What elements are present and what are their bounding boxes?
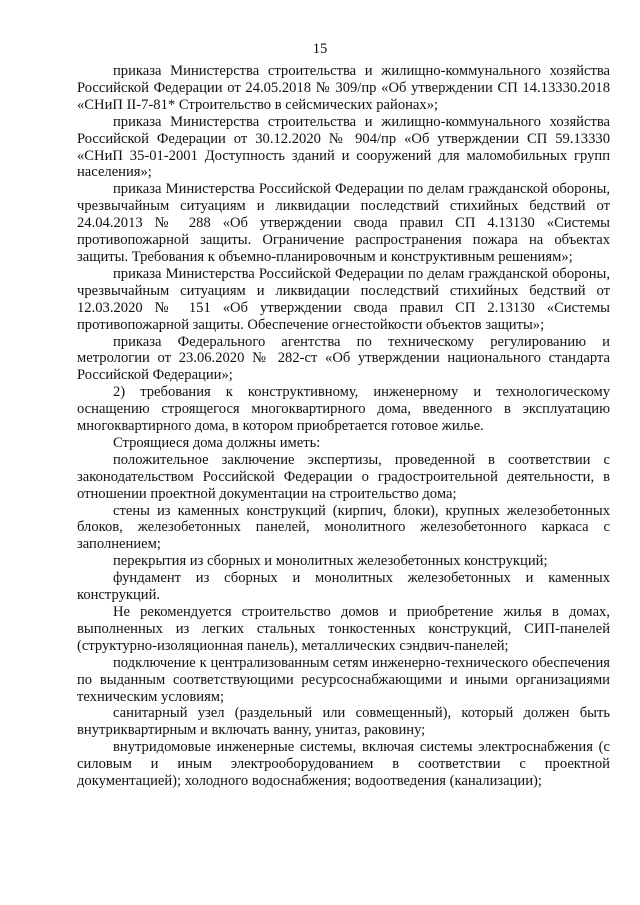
paragraph-floors: перекрытия из сборных и монолитных железобетонных конструкций; bbox=[113, 553, 548, 570]
paragraph-order-rosstandart-282: приказа Федерального агентства по техническому регулированию и метрологии от 23.06.2020 № 282-ст «Об утверждении национального стандарта Российской Федерации»; bbox=[77, 333, 610, 384]
paragraph-walls: стены из каменных конструкций (кирпич, блоки), крупных железобетонных блоков, железобетонных панелей, монолитного железобетонного каркаса с заполнением; bbox=[77, 502, 610, 553]
paragraph-requirements-item-2: 2) требования к конструктивному, инженерному и технологическому оснащению строящегося многоквартирного дома, введенного в эксплуатацию многоквартирного дома, в котором приобретается готовое жилье. bbox=[77, 384, 610, 435]
document-body bbox=[77, 63, 610, 790]
paragraph-engineering-systems: внутридомовые инженерные системы, включая системы электроснабжения (с силовым и иным электрооборудованием в соответствии с проектной документацией); холодного водоснабжения; водоотведения (канализации); bbox=[77, 739, 610, 790]
page-number: 15 bbox=[312, 41, 328, 57]
paragraph-foundation: фундамент из сборных и монолитных железобетонных и каменных конструкций. bbox=[77, 570, 610, 604]
paragraph-expertise: положительное заключение экспертизы, проведенной в соответствии с законодательством Российской Федерации о градостроительной деятельности, в отношении проектной документации на строительство дома; bbox=[77, 451, 610, 502]
paragraph-order-minstroy-309: приказа Министерства строительства и жилищно-коммунального хозяйства Российской Федерации от 24.05.2018 № 309/пр «Об утверждении СП 14.13330.2018 «СНиП II-7-81* Строительство в сейсмических районах»; bbox=[77, 63, 610, 113]
paragraph-houses-must-have: Строящиеся дома должны иметь: bbox=[113, 434, 321, 451]
paragraph-order-minstroy-904: приказа Министерства строительства и жилищно-коммунального хозяйства Российской Федерации от 30.12.2020 № 904/пр «Об утверждении СП 59.13330 «СНиП 35-01-2001 Доступность зданий и сооружений для маломобильных групп населения»; bbox=[77, 113, 610, 181]
paragraph-order-mchs-151: приказа Министерства Российской Федерации по делам гражданской обороны, чрезвычайным ситуациям и ликвидации последствий стихийных бедствий от 12.03.2020 № 151 «Об утверждении свода правил СП 2.13130 «Системы противопожарной защиты. Обеспечение огнестойкости объектов защиты»; bbox=[77, 265, 610, 333]
paragraph-not-recommended: Не рекомендуется строительство домов и приобретение жилья в домах, выполненных из легких стальных тонкостенных конструкций, СИП-панелей (структурно-изоляционная панель), металлических сэндвич-панелей; bbox=[77, 604, 610, 654]
paragraph-sanitary-unit: санитарный узел (раздельный или совмещенный), который должен быть внутриквартирным и включать ванну, унитаз, раковину; bbox=[77, 705, 610, 739]
paragraph-order-mchs-288: приказа Министерства Российской Федерации по делам гражданской обороны, чрезвычайным ситуациям и ликвидации последствий стихийных бедствий от 24.04.2013 № 288 «Об утверждении свода правил СП 4.13130 «Системы противопожарной защиты. Ограничение распространения пожара на объектах защиты. Требования к объемно-планировочным и конструктивным решениям»; bbox=[77, 181, 610, 265]
paragraph-utility-connection: подключение к централизованным сетям инженерно-технического обеспечения по выданным соответствующими ресурсоснабжающими и иными организациями техническим условиям; bbox=[77, 654, 610, 705]
